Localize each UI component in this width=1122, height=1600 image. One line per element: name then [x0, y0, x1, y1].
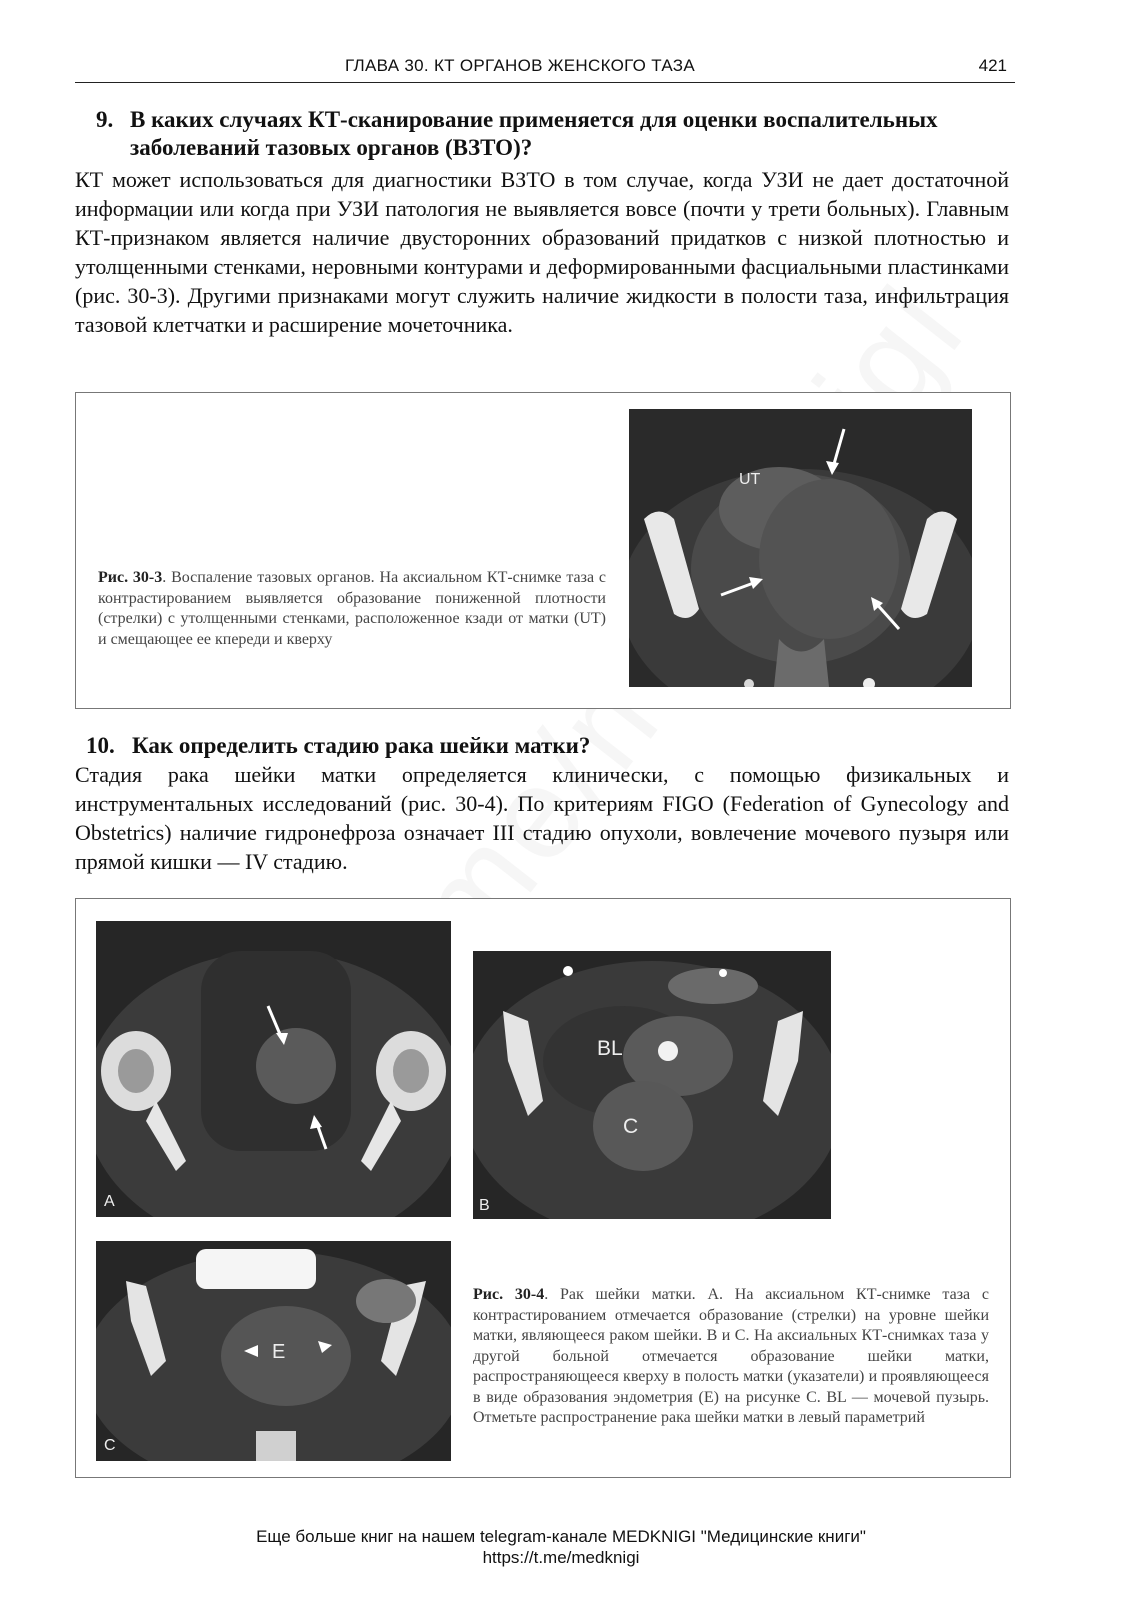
- question-text-line1: В каких случаях КТ-сканирование применяется для оценки воспалительных: [130, 107, 938, 132]
- figure-30-4: [75, 898, 1011, 1478]
- ct-image-pelvis: [629, 409, 972, 687]
- caption-text: . Воспаление тазовых органов. На аксиальном КТ-снимке таза с контрастированием выявляется образование пониженной плотности (стрелки) с утолщенными стенками, расположенное кзади от матки (UT) и смещающее ее кпереди и кверху: [98, 569, 606, 648]
- running-header: [75, 56, 1015, 83]
- answer-10: Стадия рака шейки матки определяется клинически, с помощью физикальных и инструментальных исследований (рис. 30-4). По критериям FIGO (Federation of Gynecology and Obstetrics) наличие гидронефроза означает III стадию опухоли, вовлечение мочевого пузыря или прямой кишки — IV стадию.: [75, 762, 1009, 874]
- figure-30-3: [75, 392, 1011, 709]
- ct-panel-a: [96, 921, 451, 1217]
- ct-scan-graphic: [473, 951, 831, 1219]
- uterus-label: UT: [739, 471, 761, 488]
- question-10: [86, 732, 1006, 762]
- answer-9: КТ может использоваться для диагностики ВЗТО в том случае, когда УЗИ не дает достаточной информации или когда при УЗИ патология не выявляется вовсе (почти у трети больных). Главным КТ-признаком является наличие двусторонних образований придатков с низкой плотностью и утолщенными стенками, неровными контурами и деформированными фасциальными пластинками (рис. 30-3). Другими признаками могут служить наличие жидкости в полости таза, инфильтрация тазовой клетчатки и расширение мочеточника.: [75, 167, 1009, 337]
- page-number: 421: [978, 56, 1007, 75]
- ct-scan-graphic: [629, 409, 972, 687]
- cervix-label: C: [623, 1115, 639, 1138]
- question-text: Как определить стадию рака шейки матки?: [132, 733, 591, 758]
- panel-letter: B: [479, 1197, 490, 1214]
- footer-line-1: Еще больше книг на нашем telegram-канале MEDKNIGI "Медицинские книги": [256, 1527, 866, 1546]
- ct-panel-c: [96, 1241, 451, 1461]
- chapter-title: ГЛАВА 30. КТ ОРГАНОВ ЖЕНСКОГО ТАЗА: [345, 56, 695, 75]
- figure-caption: [98, 568, 606, 650]
- question-number: 9.: [96, 107, 114, 132]
- question-text-line2: заболеваний тазовых органов (ВЗТО)?: [130, 135, 533, 160]
- footer-link[interactable]: https://t.me/medknigi: [482, 1548, 640, 1567]
- ct-scan-graphic: [96, 921, 451, 1217]
- bladder-label: BL: [597, 1037, 623, 1060]
- endometrium-label: E: [272, 1341, 286, 1363]
- caption-label: Рис. 30-4: [473, 1286, 545, 1303]
- ct-panel-b: [473, 951, 831, 1219]
- question-9: [96, 106, 1016, 164]
- figure-caption: [473, 1285, 989, 1429]
- panel-letter: C: [104, 1437, 116, 1454]
- panel-letter: A: [104, 1193, 115, 1210]
- question-number: 10.: [86, 733, 115, 758]
- caption-label: Рис. 30-3: [98, 569, 163, 586]
- caption-text: . Рак шейки матки. A. На аксиальном КТ-снимке таза с контрастированием отмечается образование (стрелки) на уровне шейки матки, являющееся раком шейки. B и C. На аксиальных КТ-снимках таза у другой больной отмечается образование шейки матки, распространяющееся кверху в полость матки (указатели) и проявляющееся в виде образования эндометрия (E) на рисунке C. BL — мочевой пузырь. Отметьте распространение рака шейки матки в левый параметрий: [473, 1286, 990, 1426]
